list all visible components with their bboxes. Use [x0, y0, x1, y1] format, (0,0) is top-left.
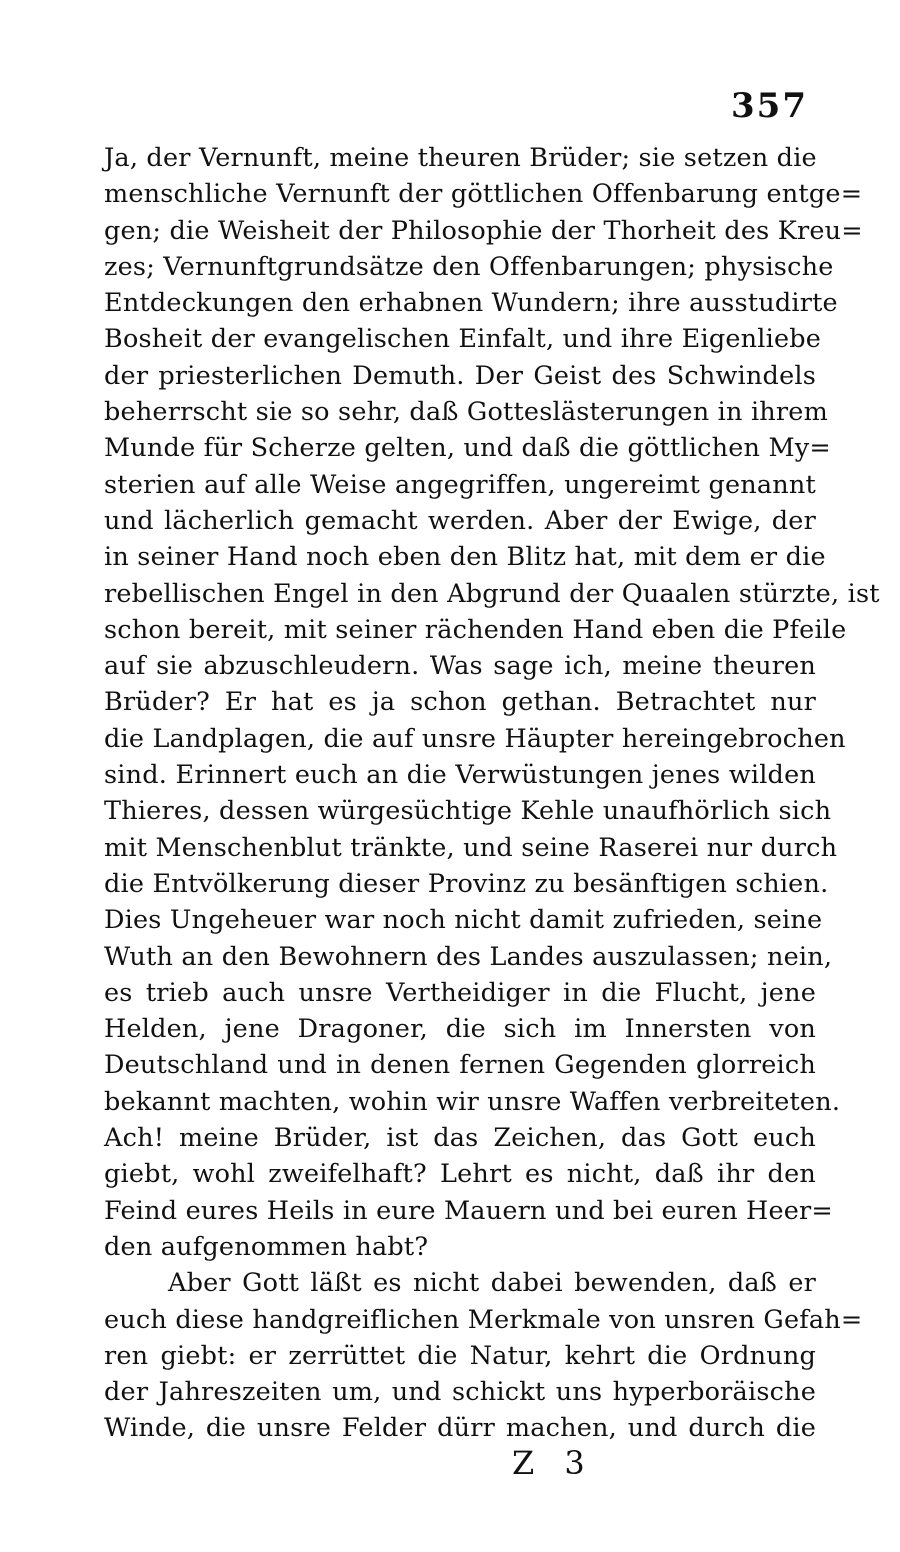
- text-line: Helden, jene Dragoner, die sich im Innersten von: [104, 1014, 816, 1045]
- text-line: der priesterlichen Demuth. Der Geist des Schwindels: [104, 360, 816, 391]
- text-line: Winde, die unsre Felder dürr machen, und durch die: [104, 1413, 816, 1444]
- text-line: ren giebt: er zerrüttet die Natur, kehrt die Ordnung: [104, 1340, 816, 1371]
- text-line: Aber Gott läßt es nicht dabei bewenden, daß er: [168, 1268, 816, 1299]
- text-line: gen; die Weisheit der Philosophie der Thorheit des Kreu=: [104, 215, 863, 246]
- text-line: mit Menschenblut tränkte, und seine Raserei nur durch: [104, 832, 838, 863]
- paragraph: [104, 1265, 863, 1446]
- body-text: [104, 140, 880, 1447]
- text-line: giebt, wohl zweifelhaft? Lehrt es nicht, daß ihr den: [104, 1159, 816, 1190]
- text-line: Brüder? Er hat es ja schon gethan. Betrachtet nur: [104, 687, 816, 718]
- text-line: sterien auf alle Weise angegriffen, ungereimt genannt: [104, 469, 816, 500]
- text-line: Ja, der Vernunft, meine theuren Brüder; sie setzen die: [104, 143, 817, 173]
- text-line: euch diese handgreiflichen Merkmale von unsren Gefah=: [104, 1304, 863, 1335]
- text-line: menschliche Vernunft der göttlichen Offenbarung entge=: [104, 179, 863, 210]
- text-line: Feind eures Heils in eure Mauern und bei euren Heer=: [104, 1195, 833, 1226]
- text-line: zes; Vernunftgrundsätze den Offenbarungen; physische: [104, 251, 834, 282]
- text-line: Wuth an den Bewohnern des Landes auszulassen; nein,: [104, 941, 833, 972]
- text-line: den aufgenommen habt?: [104, 1231, 429, 1262]
- text-line: rebellischen Engel in den Abgrund der Quaalen stürzte, ist: [104, 578, 880, 609]
- text-line: Entdeckungen den erhabnen Wundern; ihre ausstudirte: [104, 288, 838, 319]
- text-line: beherrscht sie so sehr, daß Gotteslästerungen in ihrem: [104, 397, 828, 428]
- page-number: 357: [731, 86, 808, 126]
- text-line: Dies Ungeheuer war noch nicht damit zufrieden, seine: [104, 905, 823, 936]
- text-line: sind. Erinnert euch an die Verwüstungen jenes wilden: [104, 760, 816, 791]
- text-line: die Entvölkerung dieser Provinz zu besänftigen schien.: [104, 868, 829, 899]
- text-line: bekannt machten, wohin wir unsre Waffen verbreiteten.: [104, 1086, 841, 1117]
- text-line: Ach! meine Brüder, ist das Zeichen, das Gott euch: [104, 1123, 816, 1154]
- text-line: die Landplagen, die auf unsre Häupter hereingebrochen: [104, 723, 846, 754]
- text-line: es trieb auch unsre Vertheidiger in die Flucht, jene: [104, 977, 816, 1008]
- text-line: Bosheit der evangelischen Einfalt, und ihre Eigenliebe: [104, 324, 822, 355]
- text-line: schon bereit, mit seiner rächenden Hand eben die Pfeile: [104, 614, 847, 645]
- paragraph: [104, 140, 880, 1265]
- text-line: in seiner Hand noch eben den Blitz hat, mit dem er die: [104, 542, 826, 573]
- text-line: und lächerlich gemacht werden. Aber der Ewige, der: [104, 505, 816, 536]
- text-line: Thieres, dessen würgesüchtige Kehle unaufhörlich sich: [104, 796, 832, 827]
- text-line: Munde für Scherze gelten, und daß die göttlichen My=: [104, 433, 831, 464]
- text-line: der Jahreszeiten um, und schickt uns hyperboräische: [104, 1377, 816, 1408]
- text-line: auf sie abzuschleudern. Was sage ich, meine theuren: [104, 651, 816, 682]
- printer-signature: Z 3: [512, 1444, 595, 1482]
- text-line: Deutschland und in denen fernen Gegenden glorreich: [104, 1050, 816, 1081]
